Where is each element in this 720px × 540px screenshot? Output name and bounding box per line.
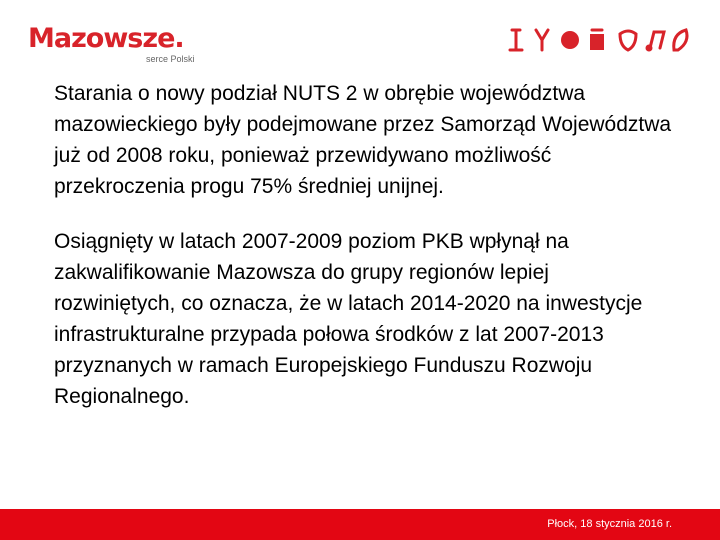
slide-body: [54, 78, 674, 412]
mask-icon: [620, 31, 636, 50]
logo-wordmark: Mazowsze.: [28, 23, 184, 54]
drop-icon: [561, 31, 579, 49]
leaf-icon: [674, 30, 687, 50]
footer-bar: [0, 509, 720, 540]
figure-icon: [510, 30, 522, 50]
building-icon: [590, 30, 604, 50]
mazowsze-logo: [28, 24, 218, 68]
slide-header: [0, 0, 720, 70]
paragraph: Osiągnięty w latach 2007-2009 poziom PKB wpłynął na zakwalifikowanie Mazowsza do grupy regionów lepiej rozwiniętych, co oznacza, że w latach 2014-2020 na inwestycje infrastrukturalne przypada połowa środków z lat 2007-2013 przyznanych w ramach Europejskiego Funduszu Rozwoju Regionalnego.: [54, 230, 643, 408]
header-icon-strip: [508, 26, 694, 54]
paragraph: Starania o nowy podział NUTS 2 w obrębie województwa mazowieckiego były podejmowane przez Samorząd Województwa już od 2008 roku, ponieważ przewidywano możliwość przekroczenia progu 75% średniej unijnej.: [54, 82, 672, 198]
figure-icon: [536, 30, 548, 50]
note-icon: [647, 32, 664, 50]
logo-tagline: serce Polski: [146, 54, 195, 64]
footer-date: Płock, 18 stycznia 2016 r.: [547, 518, 672, 530]
